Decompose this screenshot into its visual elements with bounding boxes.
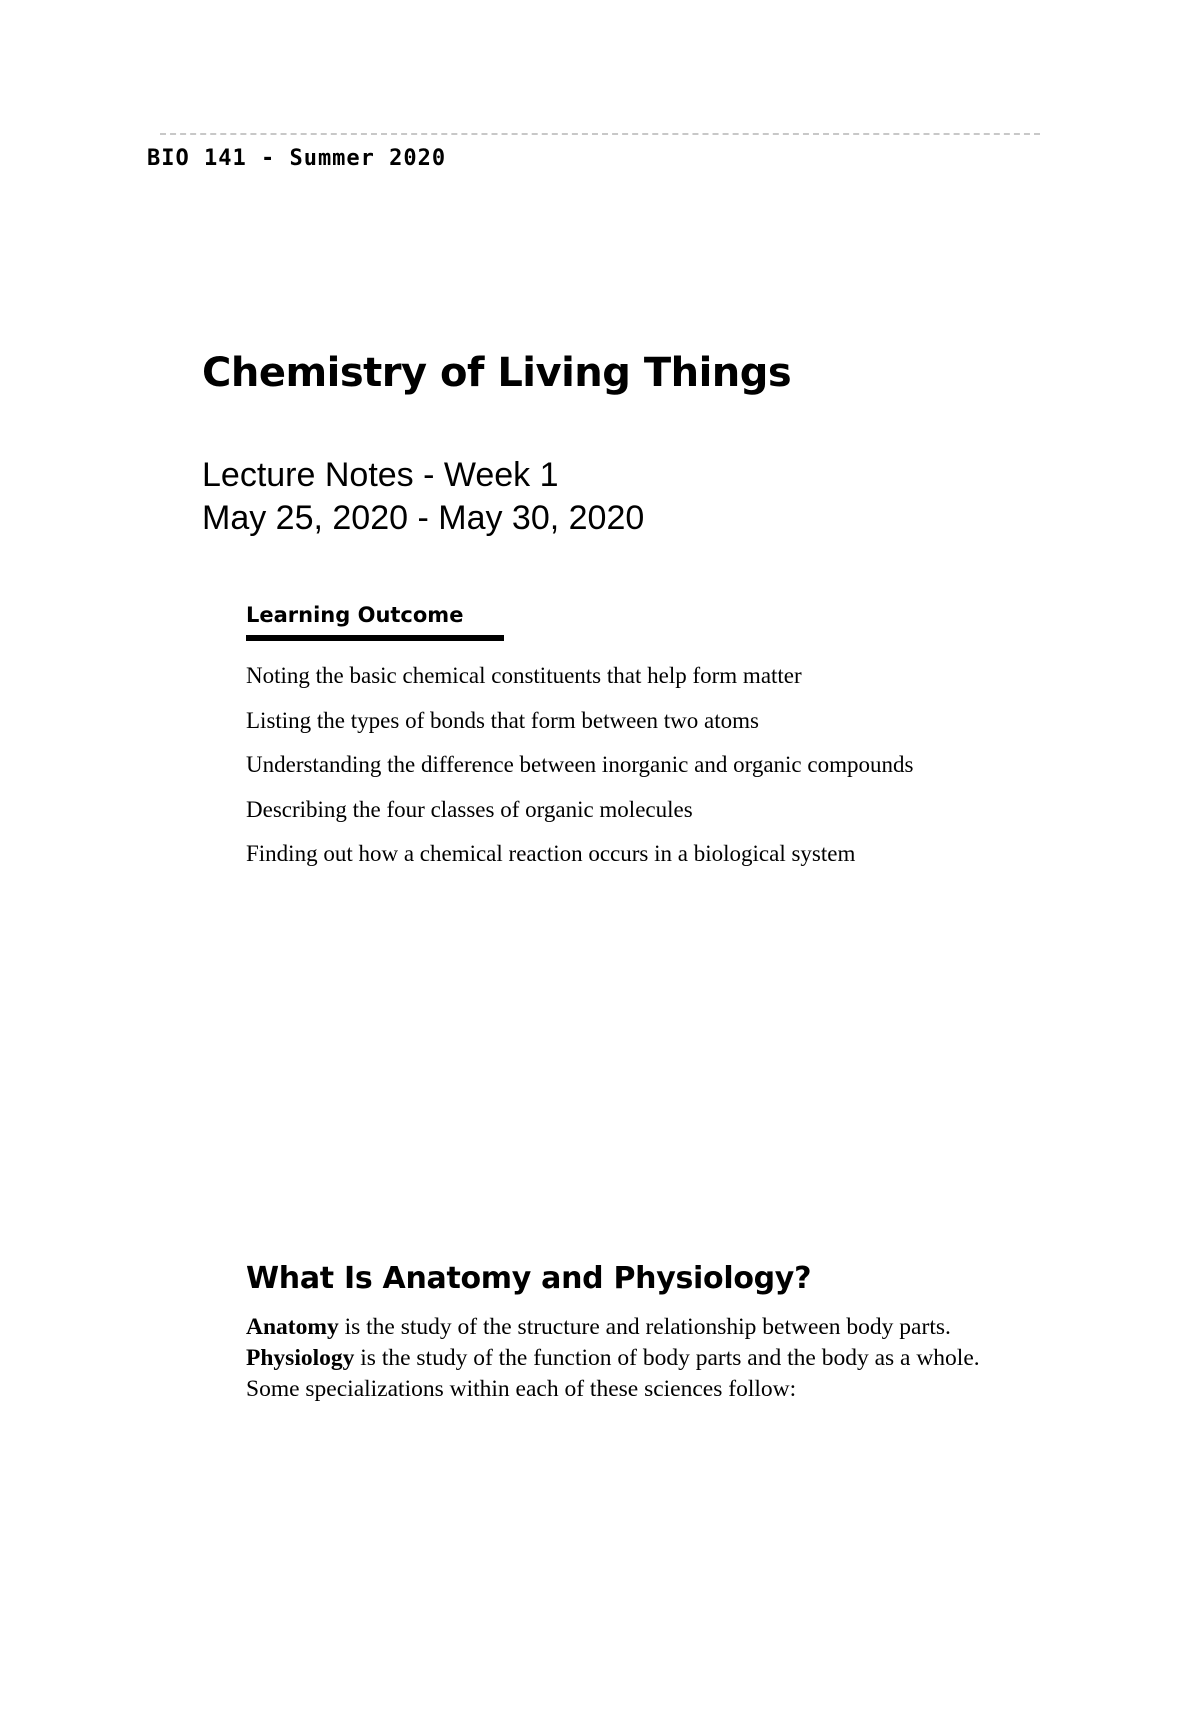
document-title: Chemistry of Living Things	[202, 350, 792, 396]
learning-outcome-item: Finding out how a chemical reaction occurs in a biological system	[246, 841, 856, 866]
learning-outcome-item: Listing the types of bonds that form between two atoms	[246, 707, 759, 733]
learning-outcome-item: Noting the basic chemical constituents that help form matter	[246, 663, 802, 688]
section-heading: What Is Anatomy and Physiology?	[246, 1261, 812, 1296]
course-header: BIO 141 - Summer 2020	[147, 146, 447, 171]
learning-outcome-item: Understanding the difference between inorganic and organic compounds	[246, 752, 914, 777]
lecture-date-range: May 25, 2020 - May 30, 2020	[202, 499, 645, 537]
learning-outcome-underline	[246, 635, 504, 641]
learning-outcome-item: Describing the four classes of organic molecules	[246, 796, 693, 822]
lecture-subtitle: Lecture Notes - Week 1	[202, 456, 559, 494]
header-dashed-rule	[160, 133, 1040, 135]
learning-outcome-heading: Learning Outcome	[246, 603, 464, 627]
term-physiology: Physiology	[246, 1345, 355, 1371]
anatomy-definition: is the study of the structure and relationship between body parts.	[338, 1314, 951, 1340]
physiology-definition: is the study of the function of body parts and the body as a whole. Some specializations within each of these sciences follow:	[246, 1345, 980, 1402]
learning-outcome-list	[246, 660, 913, 883]
section-paragraph	[246, 1312, 1016, 1405]
term-anatomy: Anatomy	[246, 1314, 339, 1340]
